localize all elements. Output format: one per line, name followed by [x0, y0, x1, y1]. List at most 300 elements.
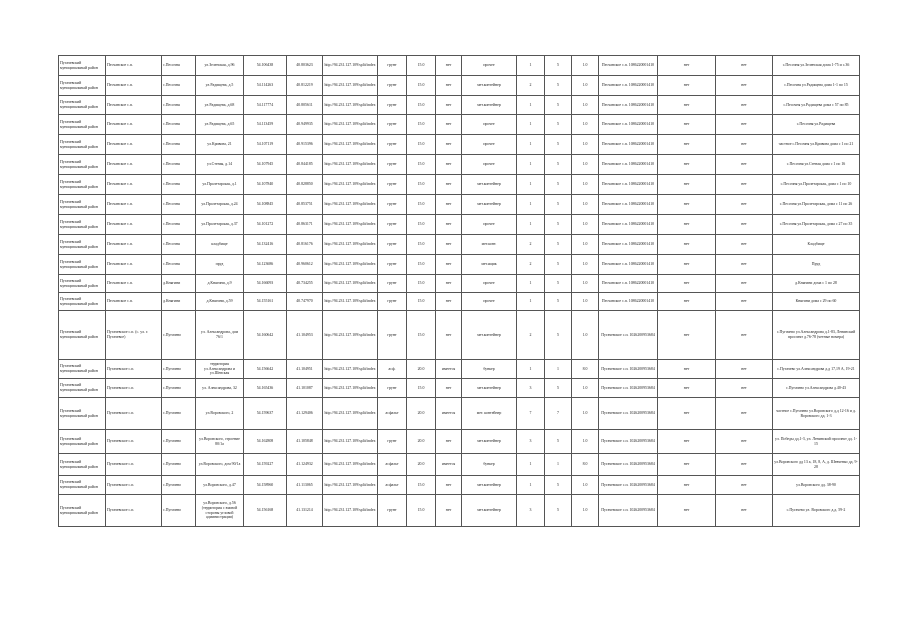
volume-cell: 1.0	[572, 430, 599, 454]
flag-1-cell: нет	[658, 135, 716, 155]
latitude-cell: 54.107119	[244, 135, 287, 155]
settlement-cell: Пугачевское с.п.	[106, 454, 162, 476]
flag-2-cell: нет	[716, 495, 773, 527]
settlement-cell: Песчанское с.п.	[106, 195, 162, 215]
district-cell: Пугачевский муниципальный район	[59, 96, 106, 115]
address-cell: ул.Пролетарская, д.24	[196, 195, 244, 215]
volume-cell: 1.0	[572, 235, 599, 255]
table-row	[59, 255, 860, 275]
surface-cell: асф.	[378, 360, 407, 379]
container-count-cell: 1	[517, 115, 545, 135]
fence-cell: нет	[436, 56, 462, 76]
address-cell: ул.Радищева, д.65	[196, 115, 244, 135]
longitude-cell: 41.124932	[287, 454, 323, 476]
map-link-cell: http://94.231.127.109/split/index	[323, 275, 378, 293]
flag-2-cell: нет	[716, 398, 773, 430]
container-type-cell: бункер	[462, 360, 517, 379]
container-type-cell: прочее	[462, 135, 517, 155]
area-cell: 15.0	[407, 495, 436, 527]
longitude-cell: 40.828850	[287, 175, 323, 195]
area-cell: 15.0	[407, 255, 436, 275]
fence-cell: нет	[436, 476, 462, 495]
district-cell: Пугачевский муниципальный район	[59, 476, 106, 495]
volume-cell: 1.0	[572, 275, 599, 293]
fence-cell: нет	[436, 293, 462, 311]
fence-cell: нет	[436, 115, 462, 135]
address-cell: пруд	[196, 255, 244, 275]
container-type-cell: мет.ящик	[462, 255, 517, 275]
village-cell: с.Пугачево	[162, 430, 196, 454]
table-row	[59, 235, 860, 255]
latitude-cell: 54.160642	[244, 311, 287, 360]
fence-cell: имеется	[436, 454, 462, 476]
flag-1-cell: нет	[658, 96, 716, 115]
flag-1-cell: нет	[658, 293, 716, 311]
served-addresses-cell: Княгини дома с 29 по 60	[773, 293, 860, 311]
served-addresses-cell: ул. Победы дд.1-3, ул. Ленинский проспект дд. 1-15	[773, 430, 860, 454]
village-cell: с.Песочня	[162, 215, 196, 235]
table-row	[59, 195, 860, 215]
flag-1-cell: нет	[658, 311, 716, 360]
map-link-cell: http://94.231.127.109/split/index	[323, 115, 378, 135]
capacity-cell: 5	[545, 195, 572, 215]
volume-cell: 1.0	[572, 56, 599, 76]
organization-cell: Песчанское с.п. 1086220001410	[599, 275, 658, 293]
capacity-cell: 5	[545, 275, 572, 293]
organization-cell: Песчанское с.п. 1086220001410	[599, 255, 658, 275]
flag-1-cell: нет	[658, 476, 716, 495]
district-cell: Пугачевский муниципальный район	[59, 454, 106, 476]
surface-cell: грунт	[378, 430, 407, 454]
flag-1-cell: нет	[658, 235, 716, 255]
longitude-cell: 40.812219	[287, 76, 323, 96]
village-cell: д.Княгини	[162, 275, 196, 293]
settlement-cell: Песчанское с.п.	[106, 215, 162, 235]
fence-cell: нет	[436, 255, 462, 275]
district-cell: Пугачевский муниципальный район	[59, 135, 106, 155]
map-link-cell: http://94.231.127.109/split/index	[323, 360, 378, 379]
flag-1-cell: нет	[658, 76, 716, 96]
address-cell: д.Княгини, д.59	[196, 293, 244, 311]
table-row	[59, 56, 860, 76]
container-count-cell: 1	[517, 293, 545, 311]
volume-cell: 8.0	[572, 360, 599, 379]
served-addresses-cell: ул.Воровского дд. 38-90	[773, 476, 860, 495]
map-link-cell: http://94.231.127.109/split/index	[323, 135, 378, 155]
container-type-cell: прочее	[462, 115, 517, 135]
latitude-cell: 54.132416	[244, 235, 287, 255]
container-count-cell: 1	[517, 454, 545, 476]
capacity-cell: 5	[545, 495, 572, 527]
district-cell: Пугачевский муниципальный район	[59, 360, 106, 379]
fence-cell: имеется	[436, 398, 462, 430]
table-row	[59, 454, 860, 476]
container-type-cell: бункер	[462, 454, 517, 476]
fence-cell: нет	[436, 379, 462, 398]
container-type-cell: мет.контейнер	[462, 96, 517, 115]
map-link-cell: http://94.231.127.109/split/index	[323, 155, 378, 175]
table-row	[59, 175, 860, 195]
area-cell: 15.0	[407, 115, 436, 135]
longitude-cell: 41.101087	[287, 379, 323, 398]
served-addresses-cell: с.Песочня ул.Пролетарская, дома с 1 по 10	[773, 175, 860, 195]
settlement-cell: Песчанское с.п.	[106, 56, 162, 76]
flag-2-cell: нет	[716, 275, 773, 293]
flag-2-cell: нет	[716, 115, 773, 135]
capacity-cell: 5	[545, 115, 572, 135]
area-cell: 15.0	[407, 476, 436, 495]
district-cell: Пугачевский муниципальный район	[59, 175, 106, 195]
settlement-cell: Песчанское с.п.	[106, 235, 162, 255]
latitude-cell: 54.114263	[244, 76, 287, 96]
container-type-cell: прочее	[462, 275, 517, 293]
district-cell: Пугачевский муниципальный район	[59, 275, 106, 293]
flag-1-cell: нет	[658, 115, 716, 135]
capacity-cell: 5	[545, 476, 572, 495]
volume-cell: 1.0	[572, 379, 599, 398]
village-cell: с.Песочня	[162, 56, 196, 76]
flag-2-cell: нет	[716, 215, 773, 235]
settlement-cell: Пугачевское с.п.	[106, 430, 162, 454]
table-row	[59, 215, 860, 235]
served-addresses-cell: с.Пугачево ул.Александрова д.1-83, Ленинский проспект д.76-78 (четные номера)	[773, 311, 860, 360]
flag-2-cell: нет	[716, 235, 773, 255]
container-type-cell: прочее	[462, 56, 517, 76]
longitude-cell: 40.803623	[287, 56, 323, 76]
district-cell: Пугачевский муниципальный район	[59, 215, 106, 235]
longitude-cell: 40.960612	[287, 255, 323, 275]
container-type-cell: прочее	[462, 215, 517, 235]
organization-cell: Песчанское с.п. 1086220001410	[599, 56, 658, 76]
served-addresses-cell: с.Пугачево ул.Александрова д.д 17,19 А, 19-21	[773, 360, 860, 379]
longitude-cell: 40.863171	[287, 215, 323, 235]
flag-1-cell: нет	[658, 275, 716, 293]
flag-2-cell: нет	[716, 476, 773, 495]
latitude-cell: 54.101272	[244, 215, 287, 235]
village-cell: с.Песочня	[162, 155, 196, 175]
address-cell: ул.Зеленская, д.96	[196, 56, 244, 76]
fence-cell: нет	[436, 96, 462, 115]
fence-cell: имеется	[436, 360, 462, 379]
latitude-cell: 54.165436	[244, 379, 287, 398]
latitude-cell: 54.107945	[244, 155, 287, 175]
container-count-cell: 3	[517, 430, 545, 454]
map-link-cell: http://94.231.127.109/split/index	[323, 175, 378, 195]
container-count-cell: 1	[517, 195, 545, 215]
served-addresses-cell: с.Песочня ул.Пролетарская, дома с 11 по 26	[773, 195, 860, 215]
settlement-cell: Песчанское с.п.	[106, 135, 162, 155]
flag-1-cell: нет	[658, 255, 716, 275]
latitude-cell: 54.108845	[244, 195, 287, 215]
district-cell: Пугачевский муниципальный район	[59, 255, 106, 275]
district-cell: Пугачевский муниципальный район	[59, 115, 106, 135]
capacity-cell: 5	[545, 56, 572, 76]
fence-cell: нет	[436, 495, 462, 527]
flag-2-cell: нет	[716, 255, 773, 275]
served-addresses-cell: частное с.Песочня ул.Кривова дома с 1 по 21	[773, 135, 860, 155]
district-cell: Пугачевский муниципальный район	[59, 398, 106, 430]
area-cell: 15.0	[407, 293, 436, 311]
flag-1-cell: нет	[658, 379, 716, 398]
address-cell: ул.Пролетарская, д.37	[196, 215, 244, 235]
organization-cell: Песчанское с.п. 1086220001410	[599, 175, 658, 195]
organization-cell: Пугачевское с.п. 1026200953684	[599, 430, 658, 454]
address-cell: ул.Воровского, д.56 (территория с южной стороны угловой администрации)	[196, 495, 244, 527]
settlement-cell: Песчанское с.п.	[106, 115, 162, 135]
served-addresses-cell: частное с.Пугачево ул.Воровского д.д 12-16 и д. Воровского дд. 1-3	[773, 398, 860, 430]
organization-cell: Песчанское с.п. 1086220001410	[599, 76, 658, 96]
flag-1-cell: нет	[658, 454, 716, 476]
settlement-cell: Песчанское с.п.	[106, 155, 162, 175]
map-link-cell: http://94.231.127.109/split/index	[323, 195, 378, 215]
fence-cell: нет	[436, 135, 462, 155]
area-cell: 15.0	[407, 195, 436, 215]
flag-2-cell: нет	[716, 430, 773, 454]
district-cell: Пугачевский муниципальный район	[59, 56, 106, 76]
capacity-cell: 5	[545, 235, 572, 255]
latitude-cell: 54.155161	[244, 293, 287, 311]
surface-cell: грунт	[378, 293, 407, 311]
settlement-cell: Пугачевское с.п.	[106, 379, 162, 398]
settlement-cell: Песчанское с.п.	[106, 175, 162, 195]
fence-cell: нет	[436, 195, 462, 215]
flag-2-cell: нет	[716, 293, 773, 311]
settlement-cell: Пугачевское с.п.	[106, 360, 162, 379]
fence-cell: нет	[436, 430, 462, 454]
volume-cell: 1.0	[572, 255, 599, 275]
volume-cell: 1.0	[572, 195, 599, 215]
table-row	[59, 495, 860, 527]
settlement-cell: Песчанское с.п.	[106, 96, 162, 115]
container-count-cell: 3	[517, 495, 545, 527]
longitude-cell: 41.104953	[287, 311, 323, 360]
table-row	[59, 76, 860, 96]
surface-cell: грунт	[378, 255, 407, 275]
address-cell: д.Княгини, д.9	[196, 275, 244, 293]
document-sheet	[58, 55, 858, 527]
village-cell: с.Песочня	[162, 96, 196, 115]
capacity-cell: 5	[545, 215, 572, 235]
container-type-cell: мет.контейнер	[462, 175, 517, 195]
capacity-cell: 5	[545, 175, 572, 195]
served-addresses-cell: с.Песочня ул.Пролетарская, дома с 27 по 35	[773, 215, 860, 235]
fence-cell: нет	[436, 76, 462, 96]
flag-1-cell: нет	[658, 430, 716, 454]
volume-cell: 1.0	[572, 155, 599, 175]
map-link-cell: http://94.231.127.109/split/index	[323, 56, 378, 76]
served-addresses-cell: с.Пугачево ул. Воровского д.д. 59-2	[773, 495, 860, 527]
organization-cell: Песчанское с.п. 1086220001410	[599, 215, 658, 235]
area-cell: 20.0	[407, 360, 436, 379]
volume-cell: 1.0	[572, 215, 599, 235]
surface-cell: грунт	[378, 135, 407, 155]
surface-cell: грунт	[378, 155, 407, 175]
surface-cell: грунт	[378, 195, 407, 215]
village-cell: с.Песочня	[162, 115, 196, 135]
settlement-cell: Песчанское с.п.	[106, 255, 162, 275]
map-link-cell: http://94.231.127.109/split/index	[323, 76, 378, 96]
organization-cell: Песчанское с.п. 1086220001410	[599, 96, 658, 115]
longitude-cell: 40.915396	[287, 135, 323, 155]
address-cell: ул.Воровского, дом 90/1а	[196, 454, 244, 476]
map-link-cell: http://94.231.127.109/split/index	[323, 96, 378, 115]
address-cell: ул.Стеная, д.14	[196, 155, 244, 175]
served-addresses-cell: д.Княгини дома с 1 по 28	[773, 275, 860, 293]
latitude-cell: 54.156168	[244, 495, 287, 527]
longitude-cell: 41.113065	[287, 476, 323, 495]
area-cell: 15.0	[407, 235, 436, 255]
container-count-cell: 2	[517, 311, 545, 360]
volume-cell: 1.0	[572, 175, 599, 195]
map-link-cell: http://94.231.127.109/split/index	[323, 293, 378, 311]
organization-cell: Песчанское с.п. 1086220001410	[599, 235, 658, 255]
latitude-cell: 54.106438	[244, 56, 287, 76]
table-row	[59, 311, 860, 360]
map-link-cell: http://94.231.127.109/split/index	[323, 379, 378, 398]
organization-cell: Пугачевское с.п. 1026200953684	[599, 398, 658, 430]
flag-1-cell: нет	[658, 398, 716, 430]
surface-cell: грунт	[378, 115, 407, 135]
volume-cell: 1.0	[572, 398, 599, 430]
latitude-cell: 54.162808	[244, 430, 287, 454]
area-cell: 15.0	[407, 175, 436, 195]
longitude-cell: 41.131214	[287, 495, 323, 527]
village-cell: с.Песочня	[162, 175, 196, 195]
address-cell: ул.Пролетарская, д.1	[196, 175, 244, 195]
district-cell: Пугачевский муниципальный район	[59, 430, 106, 454]
table-row	[59, 115, 860, 135]
longitude-cell: 41.105848	[287, 430, 323, 454]
served-addresses-cell: ул.Воровского дд 13 а, 18, 8, А, д. Шевченко дд. 9-28	[773, 454, 860, 476]
map-link-cell: http://94.231.127.109/split/index	[323, 255, 378, 275]
address-cell: ул.Воровского, д.47	[196, 476, 244, 495]
container-type-cell: мет.контейнер	[462, 311, 517, 360]
container-type-cell: прочее	[462, 155, 517, 175]
container-type-cell: мет. контейнер	[462, 398, 517, 430]
fence-cell: нет	[436, 155, 462, 175]
organization-cell: Песчанское с.п. 1086220001410	[599, 115, 658, 135]
organization-cell: Песчанское с.п. 1086220001410	[599, 135, 658, 155]
table-row	[59, 360, 860, 379]
latitude-cell: 54.158960	[244, 476, 287, 495]
volume-cell: 1.0	[572, 476, 599, 495]
flag-2-cell: нет	[716, 175, 773, 195]
flag-2-cell: нет	[716, 76, 773, 96]
served-addresses-cell: с.Песочня ул.Стеная дома с 1 по 16	[773, 155, 860, 175]
settlement-cell: Песчанское с.п.	[106, 275, 162, 293]
latitude-cell: 54.159227	[244, 454, 287, 476]
settlement-cell: Пугачевское с.п.	[106, 398, 162, 430]
container-type-cell: мет.контейнер	[462, 476, 517, 495]
village-cell: с.Пугачево	[162, 454, 196, 476]
fence-cell: нет	[436, 235, 462, 255]
village-cell: с.Пугачево	[162, 495, 196, 527]
area-cell: 20.0	[407, 398, 436, 430]
area-cell: 15.0	[407, 56, 436, 76]
village-cell: с.Пугачево	[162, 360, 196, 379]
map-link-cell: http://94.231.127.109/split/index	[323, 235, 378, 255]
capacity-cell: 5	[545, 135, 572, 155]
organization-cell: Пугачевское с.п. 1026200953684	[599, 454, 658, 476]
table-row	[59, 476, 860, 495]
longitude-cell: 41.104951	[287, 360, 323, 379]
district-cell: Пугачевский муниципальный район	[59, 155, 106, 175]
capacity-cell: 5	[545, 311, 572, 360]
capacity-cell: 5	[545, 96, 572, 115]
capacity-cell: 5	[545, 293, 572, 311]
latitude-cell: 54.166093	[244, 275, 287, 293]
latitude-cell: 54.117774	[244, 96, 287, 115]
surface-cell: грунт	[378, 76, 407, 96]
organization-cell: Песчанское с.п. 1086220001410	[599, 195, 658, 215]
address-cell: ул.Радищева, д.5	[196, 76, 244, 96]
flag-1-cell: нет	[658, 155, 716, 175]
district-cell: Пугачевский муниципальный район	[59, 311, 106, 360]
district-cell: Пугачевский муниципальный район	[59, 195, 106, 215]
organization-cell: Пугачевское с.п. 1026200953684	[599, 476, 658, 495]
surface-cell: грунт	[378, 311, 407, 360]
served-addresses-cell: с.Песочня ул.Радищева дома 1-1 по 15	[773, 76, 860, 96]
village-cell: с.Песочня	[162, 135, 196, 155]
surface-cell: асфальт	[378, 398, 407, 430]
flag-1-cell: нет	[658, 495, 716, 527]
capacity-cell: 7	[545, 398, 572, 430]
area-cell: 20.0	[407, 454, 436, 476]
container-count-cell: 7	[517, 398, 545, 430]
fence-cell: нет	[436, 215, 462, 235]
table-row	[59, 293, 860, 311]
volume-cell: 1.0	[572, 76, 599, 96]
container-count-cell: 1	[517, 476, 545, 495]
longitude-cell: 41.129406	[287, 398, 323, 430]
capacity-cell: 5	[545, 76, 572, 96]
latitude-cell: 54.159637	[244, 398, 287, 430]
capacity-cell: 5	[545, 379, 572, 398]
table-row	[59, 275, 860, 293]
map-link-cell: http://94.231.127.109/split/index	[323, 311, 378, 360]
address-cell: ул.Радищева, д.68	[196, 96, 244, 115]
village-cell: с.Песочня	[162, 195, 196, 215]
address-cell: ул. Александрова, дом 76/1	[196, 311, 244, 360]
longitude-cell: 40.805611	[287, 96, 323, 115]
settlement-cell: Песчанское с.п.	[106, 293, 162, 311]
volume-cell: 1.0	[572, 495, 599, 527]
container-count-cell: 2	[517, 235, 545, 255]
surface-cell: асфальт	[378, 454, 407, 476]
table-row	[59, 155, 860, 175]
fence-cell: нет	[436, 311, 462, 360]
latitude-cell: 54.107840	[244, 175, 287, 195]
area-cell: 15.0	[407, 215, 436, 235]
served-addresses-cell: Пруд	[773, 255, 860, 275]
container-count-cell: 1	[517, 96, 545, 115]
surface-cell: грунт	[378, 175, 407, 195]
area-cell: 15.0	[407, 379, 436, 398]
container-count-cell: 1	[517, 155, 545, 175]
served-addresses-cell: с.Песочня ул.Радищева дома с 57 по 85	[773, 96, 860, 115]
longitude-cell: 40.949935	[287, 115, 323, 135]
area-cell: 15.0	[407, 135, 436, 155]
flag-2-cell: нет	[716, 379, 773, 398]
container-type-cell: мет.контейнер	[462, 379, 517, 398]
district-cell: Пугачевский муниципальный район	[59, 76, 106, 96]
map-link-cell: http://94.231.127.109/split/index	[323, 454, 378, 476]
surface-cell: грунт	[378, 275, 407, 293]
latitude-cell: 54.156642	[244, 360, 287, 379]
latitude-cell: 54.123686	[244, 255, 287, 275]
table-row	[59, 398, 860, 430]
area-cell: 15.0	[407, 275, 436, 293]
